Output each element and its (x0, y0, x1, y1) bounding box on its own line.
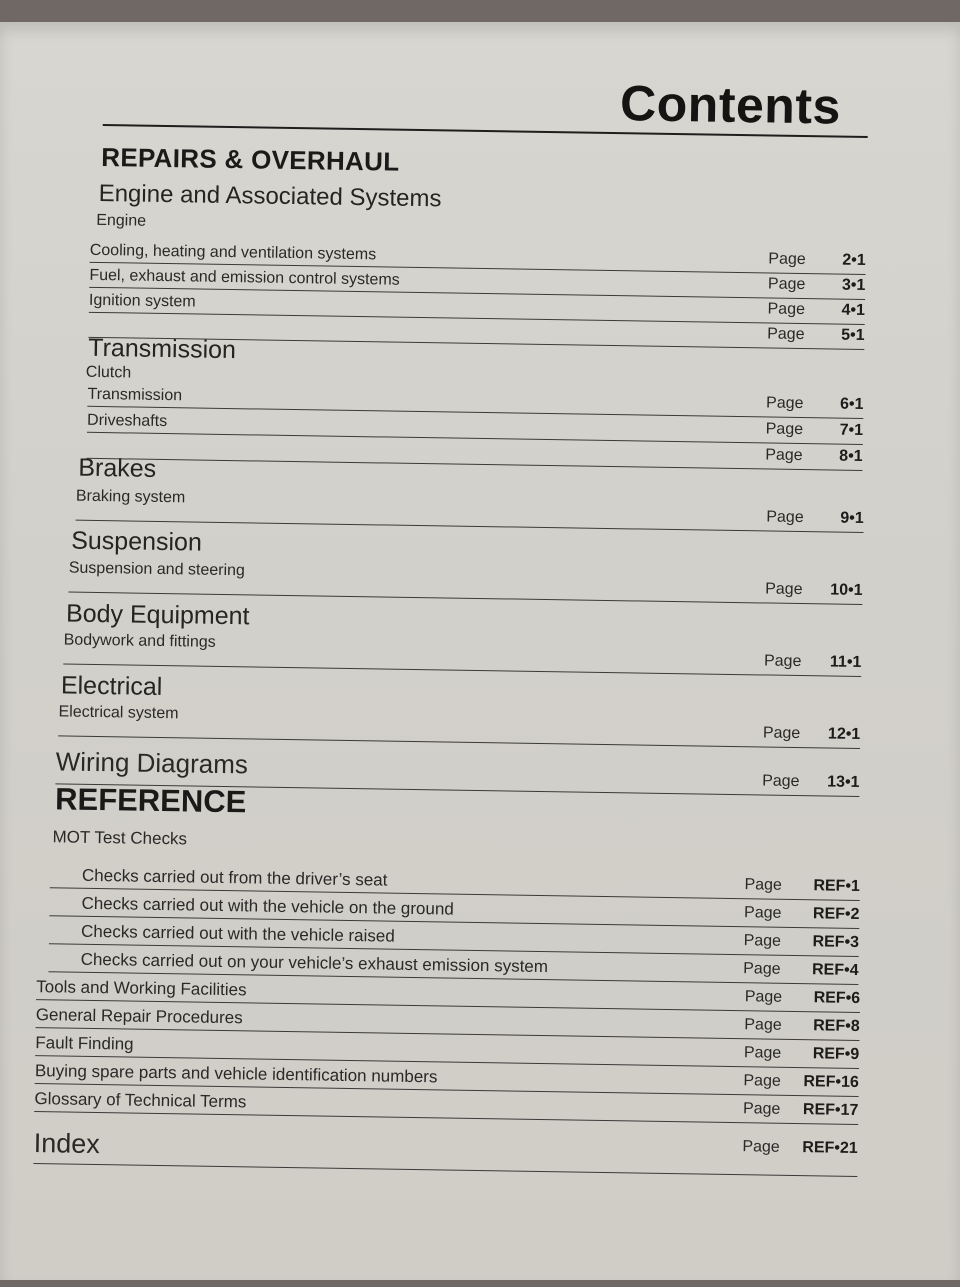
toc-label: Electrical system (58, 703, 179, 723)
toc-row[interactable] (76, 486, 864, 533)
page-word: Page (767, 300, 806, 319)
toc-label: Checks carried out with the vehicle on the ground (81, 893, 454, 919)
toc-row[interactable] (63, 629, 861, 677)
toc-label: Suspension and steering (68, 559, 246, 580)
sub-title-engine: Engine (96, 211, 147, 230)
contents-sheet (0, 15, 960, 1287)
page-word: Page (744, 876, 783, 894)
toc-row-index[interactable] (33, 1123, 858, 1177)
sub-title-clutch: Clutch (85, 363, 132, 382)
toc-label: Cooling, heating and ventilation systems (89, 241, 377, 264)
page-word: Page (744, 1016, 782, 1034)
repairs-heading: REPAIRS & OVERHAUL (101, 141, 400, 177)
sub-title-mot-test-checks: MOT Test Checks (52, 827, 188, 849)
page-word: Page (762, 724, 801, 743)
page-word: Page (743, 932, 782, 950)
toc-label: Checks carried out with the vehicle raised (80, 921, 395, 946)
toc-label: Braking system (75, 487, 186, 507)
page-word: Page (742, 1138, 780, 1156)
page-number: REF•2 (812, 905, 860, 923)
page-word: Page (743, 1072, 781, 1090)
book-page (0, 22, 960, 1280)
section-title-electrical: Electrical (60, 671, 163, 702)
page-number: 6•1 (839, 395, 864, 413)
page-word: Page (744, 988, 783, 1006)
page-number: 3•1 (841, 276, 866, 295)
page-word: Page (765, 420, 804, 439)
toc-label: General Repair Procedures (35, 1005, 243, 1028)
page-number: 5•1 (841, 326, 865, 345)
page-number: 8•1 (839, 447, 863, 465)
page-word: Page (768, 250, 806, 269)
section-title-body-equipment: Body Equipment (65, 599, 250, 631)
page-number: REF•21 (802, 1139, 858, 1157)
toc-label: Ignition system (88, 291, 196, 311)
toc-label: Index (33, 1128, 101, 1160)
page-number: REF•4 (811, 961, 859, 979)
page-number: 12•1 (827, 725, 861, 743)
toc-label: Buying spare parts and vehicle identification numbers (34, 1061, 438, 1087)
page-number: 4•1 (841, 301, 866, 320)
section-title-transmission: Transmission (88, 333, 237, 365)
toc-label: Checks carried out on your vehicle’s exhaust emission system (80, 949, 549, 977)
page-word: Page (743, 1044, 782, 1062)
page-number: 13•1 (827, 773, 860, 791)
page-word: Page (763, 652, 802, 671)
page-number: REF•17 (802, 1101, 859, 1120)
page-word: Page (765, 446, 803, 465)
toc-label: Glossary of Technical Terms (34, 1089, 247, 1112)
page-number: REF•6 (813, 989, 861, 1008)
toc-label: Transmission (87, 385, 183, 405)
toc-label: Tools and Working Facilities (36, 977, 247, 1000)
toc-label: Fuel, exhaust and emission control systems (89, 266, 400, 289)
section-title-engine-systems: Engine and Associated Systems (98, 179, 442, 213)
section-title-suspension: Suspension (71, 526, 203, 557)
reference-heading: REFERENCE (54, 781, 247, 820)
toc-label: Driveshafts (86, 411, 168, 431)
page-word: Page (743, 960, 781, 978)
toc-label: Bodywork and fittings (63, 631, 216, 651)
page-number: REF•16 (803, 1073, 859, 1092)
toc-label: Checks carried out from the driver’s seat (81, 865, 388, 890)
page-number: REF•9 (812, 1045, 860, 1064)
page-number: REF•1 (813, 877, 861, 895)
page-number: 7•1 (839, 421, 864, 439)
page-title: Contents (619, 75, 842, 135)
toc-label: Wiring Diagrams (55, 746, 249, 780)
page-word: Page (762, 772, 800, 791)
page-number: 11•1 (829, 653, 862, 671)
page-number: 9•1 (840, 509, 864, 528)
page-number: REF•3 (812, 933, 860, 951)
page-word: Page (742, 1100, 781, 1118)
toc-row[interactable] (68, 558, 862, 605)
page-number: 2•1 (842, 251, 866, 270)
page-number: REF•8 (813, 1017, 860, 1036)
page-word: Page (743, 904, 782, 922)
page-word: Page (765, 394, 804, 413)
toc-label: Fault Finding (35, 1033, 134, 1054)
page-word: Page (765, 580, 803, 599)
page-word: Page (767, 275, 806, 294)
toc-row[interactable] (58, 701, 860, 749)
page-word: Page (767, 325, 805, 344)
page-word: Page (766, 508, 804, 527)
page-number: 10•1 (830, 581, 863, 600)
section-title-brakes: Brakes (78, 453, 157, 483)
